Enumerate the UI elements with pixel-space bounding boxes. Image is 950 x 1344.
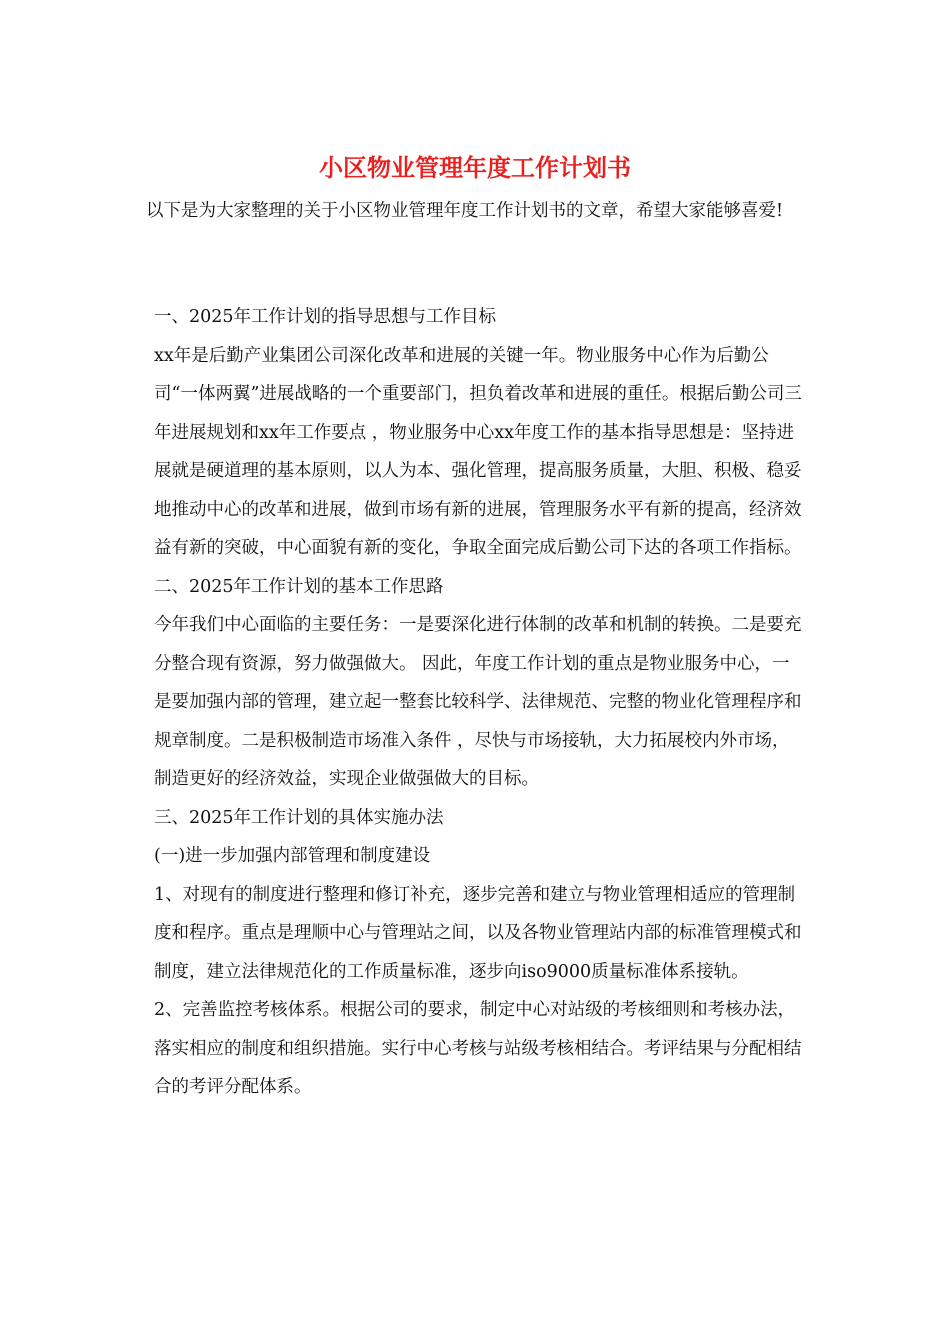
section-heading-1: 一、2025年工作计划的指导思想与工作目标 (154, 307, 497, 327)
section-heading-2: 二、2025年工作计划的基本工作思路 (154, 576, 444, 597)
subsection-heading: (一)进一步加强内部管理和制度建设 (154, 846, 431, 866)
document-title: 小区物业管理年度工作计划书 (319, 153, 631, 182)
intro-paragraph: 以下是为大家整理的关于小区物业管理年度工作计划书的文章，希望大家能够喜爱! (146, 201, 784, 221)
document-body (146, 298, 806, 1107)
body-paragraph: xx年是后勤产业集团公司深化改革和进展的关键一年。物业服务中心作为后勤公司“一体两翼”进展战略的一个重要部门，担负着改革和进展的重任。根据后勤公司三年进展规划和xx年工作要点 ，物业服务中心xx年度工作的基本指导思想是：坚持进展就是硬道理的基本原则，以人为本、强化管理，提高服务质量，大胆、积极、稳妥地推动中心的改革和进展，做到市场有新的进展，管理服务水平有新的提高，经济效益有新的突破，中心面貌有新的变化，争取全面完成后勤公司下达的各项工作指标。 (154, 345, 802, 558)
body-paragraph: 1、对现有的制度进行整理和修订补充，逐步完善和建立与物业管理相适应的管理制度和程序。重点是理顺中心与管理站之间，以及各物业管理站内部的标准管理模式和制度，建立法律规范化的工作质量标准，逐步向iso9000质量标准体系接轨。 (154, 884, 802, 982)
section-heading-3: 三、2025年工作计划的具体实施办法 (154, 807, 444, 828)
body-paragraph: 2、完善监控考核体系。根据公司的要求，制定中心对站级的考核细则和考核办法，落实相应的制度和组织措施。实行中心考核与站级考核相结合。考评结果与分配相结合的考评分配体系。 (154, 1000, 802, 1097)
body-paragraph: 今年我们中心面临的主要任务：一是要深化进行体制的改革和机制的转换。二是要充分整合现有资源，努力做强做大。 因此，年度工作计划的重点是物业服务中心，一是要加强内部的管理，建立起一整套比较科学、法律规范、完整的物业化管理程序和规章制度。二是积极制造市场准入条件 ，尽快与市场接轨，大力拓展校内外市场，制造更好的经济效益，实现企业做强做大的目标。 (154, 615, 802, 789)
